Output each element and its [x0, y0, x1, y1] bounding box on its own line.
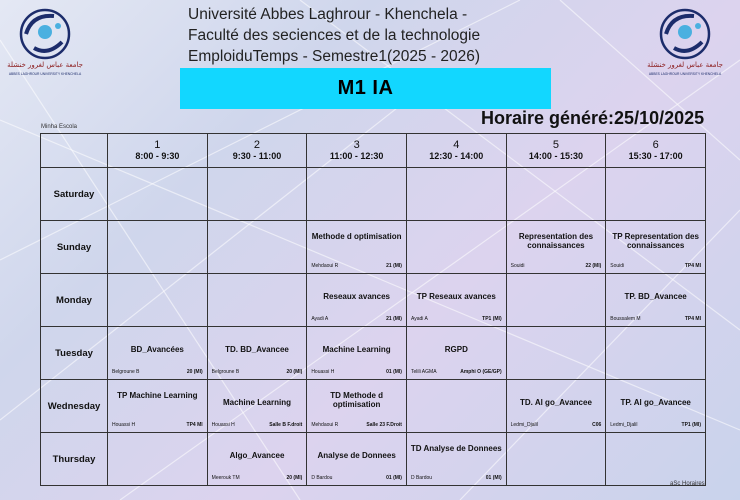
lesson-title: Machine Learning — [322, 345, 391, 354]
day-row — [41, 168, 706, 221]
day-label: Wednesday — [41, 380, 108, 433]
lesson-room: TP4 MI — [186, 422, 203, 428]
class-banner — [180, 68, 551, 109]
slot-number: 1 — [154, 139, 161, 151]
logo-caption: ABBES LAGHROUR UNIVERSITY KHENCHELA — [8, 72, 82, 76]
lesson-cell — [606, 433, 706, 486]
lesson-cell — [207, 168, 307, 221]
day-label: Tuesday — [41, 327, 108, 380]
lesson-cell[interactable] — [506, 380, 606, 433]
lesson-cell — [108, 433, 208, 486]
slot-time: 12:30 - 14:00 — [429, 151, 484, 161]
lesson-teacher: Mehdaoui R — [311, 263, 339, 269]
slot-time: 8:00 - 9:30 — [135, 151, 180, 161]
slot-time: 14:00 - 15:30 — [528, 151, 583, 161]
lesson-room: 01 (MI) — [386, 369, 402, 375]
slot-number: 4 — [453, 139, 460, 151]
lesson-title: TP. BD_Avancee — [624, 292, 687, 301]
lesson-title: Analyse de Donnees — [317, 451, 396, 460]
lesson-room: Salle B F.droit — [269, 422, 303, 428]
lesson-cell — [506, 168, 606, 221]
semester-title: EmploiduTemps - Semestre1(2025 - 2026) — [188, 48, 481, 65]
lesson-teacher: Ledmi_Djalil — [610, 422, 638, 428]
lesson-title: TD Analyse de Donnees — [410, 444, 502, 453]
lesson-title: Representation des connaissances — [518, 232, 594, 250]
lesson-teacher: Belgroune B — [112, 369, 140, 375]
lesson-cell[interactable] — [506, 221, 606, 274]
day-label: Thursday — [41, 433, 108, 486]
lesson-room: 20 (MI) — [286, 475, 303, 481]
class-name: M1 IA — [337, 77, 394, 99]
lesson-title: Algo_Avancee — [229, 451, 285, 460]
lesson-cell — [506, 433, 606, 486]
lesson-teacher: Mehdaoui R — [311, 422, 339, 428]
day-row — [41, 274, 706, 327]
lesson-cell[interactable] — [307, 221, 407, 274]
lesson-cell — [406, 380, 506, 433]
lesson-cell[interactable] — [406, 274, 506, 327]
lesson-room: 20 (MI) — [186, 369, 203, 375]
day-row — [41, 433, 706, 486]
lesson-cell — [506, 274, 606, 327]
lesson-cell[interactable] — [606, 274, 706, 327]
slot-header — [506, 134, 606, 168]
lesson-cell — [406, 221, 506, 274]
lesson-cell — [606, 168, 706, 221]
lesson-room: 21 (MI) — [386, 263, 402, 269]
lesson-title: Reseaux avances — [323, 292, 390, 301]
lesson-room: 22 (MI) — [585, 263, 602, 269]
lesson-teacher: Telili AGMA — [410, 369, 437, 375]
lesson-cell[interactable] — [207, 433, 307, 486]
lesson-room: 20 (MI) — [286, 369, 303, 375]
day-label: Sunday — [41, 221, 108, 274]
lesson-teacher: Belgroune B — [211, 369, 240, 375]
lesson-title: Machine Learning — [222, 398, 291, 407]
timetable — [40, 133, 706, 486]
lesson-room: 01 (MI) — [485, 475, 502, 481]
slot-header — [108, 134, 208, 168]
lesson-teacher: Ledmi_Djalil — [510, 422, 538, 428]
lesson-cell — [506, 327, 606, 380]
lesson-cell[interactable] — [406, 433, 506, 486]
lesson-cell[interactable] — [108, 327, 208, 380]
lesson-teacher: Boussalem M — [610, 316, 641, 322]
footer-label: aSc Horaires — [670, 481, 705, 487]
lesson-room: Salle 23 F.Droit — [366, 422, 402, 428]
logo-arabic-text: جامعة عباس لغرور خنشلة — [7, 61, 83, 69]
lesson-cell — [406, 168, 506, 221]
day-row — [41, 380, 706, 433]
lesson-room: 21 (MI) — [386, 316, 402, 322]
lesson-title: BD_Avancées — [130, 345, 184, 354]
slot-header — [307, 134, 407, 168]
university-logo-left — [4, 4, 86, 78]
lesson-cell[interactable] — [307, 274, 407, 327]
lesson-teacher: Souidi — [510, 263, 525, 269]
day-label: Saturday — [41, 168, 108, 221]
logo-arabic-text: جامعة عباس لغرور خنشلة — [647, 61, 723, 69]
lesson-title: Methode d optimisation — [311, 232, 402, 241]
lesson-cell[interactable] — [606, 221, 706, 274]
slot-header — [606, 134, 706, 168]
lesson-cell[interactable] — [207, 380, 307, 433]
lesson-room: 01 (MI) — [386, 475, 402, 481]
lesson-cell[interactable] — [108, 380, 208, 433]
slot-time: 15:30 - 17:00 — [628, 151, 683, 161]
slot-number: 3 — [353, 139, 360, 151]
lesson-title: TP Machine Learning — [117, 391, 198, 400]
lesson-teacher: Houassi H — [112, 422, 136, 428]
slot-header — [207, 134, 307, 168]
lesson-teacher: Souidi — [610, 263, 625, 269]
lesson-title: TP Reseaux avances — [416, 292, 496, 301]
slot-number: 2 — [253, 139, 261, 151]
lesson-cell[interactable] — [307, 433, 407, 486]
slot-number: 5 — [552, 139, 560, 151]
logo-caption: ABBES LAGHROUR UNIVERSITY KHENCHELA — [648, 72, 722, 76]
lesson-cell[interactable] — [606, 380, 706, 433]
slot-time: 9:30 - 11:00 — [232, 151, 282, 161]
lesson-cell — [108, 221, 208, 274]
lesson-title: RGPD — [444, 345, 468, 354]
slot-number: 6 — [652, 139, 659, 151]
lesson-title: TP. Al go_Avancee — [620, 398, 691, 407]
lesson-title: TP Representation des connaissances — [612, 232, 699, 250]
lesson-teacher: Houassi H — [311, 369, 335, 375]
lesson-cell — [207, 274, 307, 327]
slot-time: 11:00 - 12:30 — [329, 151, 384, 161]
lesson-room: TP4 MI — [684, 316, 701, 322]
lesson-cell[interactable] — [307, 380, 407, 433]
lesson-teacher: D Bardou — [410, 475, 433, 481]
university-name: Université Abbes Laghrour - Khenchela - — [188, 6, 468, 23]
lesson-teacher: Meerouk TM — [211, 475, 240, 481]
school-label: Minha Escola — [41, 124, 78, 130]
slot-header-row — [41, 134, 706, 168]
lesson-cell — [606, 327, 706, 380]
slot-header — [406, 134, 506, 168]
lesson-teacher: Houassi H — [211, 422, 235, 428]
lesson-title: TD Methode d optimisation — [330, 391, 384, 409]
lesson-teacher: Ayadi A — [410, 316, 428, 322]
lesson-room: Amphi O (GE/GP) — [460, 369, 502, 375]
lesson-cell — [307, 168, 407, 221]
lesson-cell[interactable] — [207, 327, 307, 380]
lesson-room: TP1 (MI) — [681, 422, 701, 428]
day-row — [41, 327, 706, 380]
lesson-cell — [108, 168, 208, 221]
corner-cell — [41, 134, 108, 168]
lesson-cell[interactable] — [307, 327, 407, 380]
lesson-title: TD. BD_Avancee — [225, 345, 289, 354]
generated-date: Horaire généré:25/10/2025 — [481, 108, 705, 128]
lesson-room: TP1 (MI) — [482, 316, 502, 322]
lesson-title: TD. Al go_Avancee — [520, 398, 592, 407]
lesson-room: TP4 MI — [684, 263, 701, 269]
day-row — [41, 221, 706, 274]
university-logo-right — [644, 4, 726, 78]
lesson-cell[interactable] — [406, 327, 506, 380]
day-label: Monday — [41, 274, 108, 327]
lesson-room: C06 — [592, 422, 602, 428]
lesson-teacher: Ayadi A — [311, 316, 329, 322]
lesson-cell — [207, 221, 307, 274]
faculty-name: Faculté des seciences et de la technologie — [188, 27, 481, 44]
lesson-cell — [108, 274, 208, 327]
lesson-teacher: D Bardou — [311, 475, 333, 481]
